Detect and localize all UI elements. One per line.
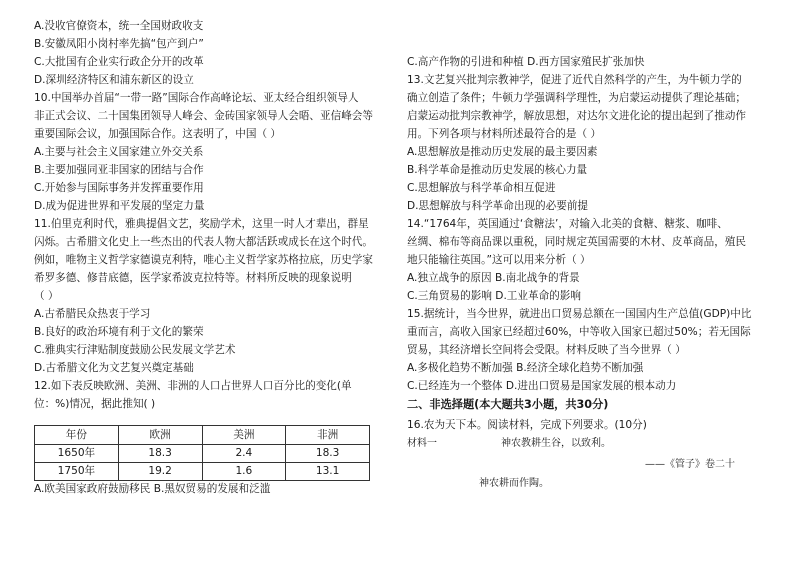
option-line: C.雅典实行津贴制度鼓励公民发展文学艺术 (34, 344, 236, 356)
table-header-cell: 年份 (35, 426, 119, 445)
option-line: D.思想解放与科学革命出现的必要前提 (407, 200, 589, 212)
answer-blank: （ ） (34, 290, 59, 302)
table-cell: 13.1 (286, 463, 370, 481)
option-line: C.已经连为一个整体 D.进出口贸易是国家发展的根本动力 (407, 380, 677, 392)
table-cell: 1650年 (35, 445, 119, 463)
material-label: 材料一 (407, 438, 437, 449)
table-cell: 18.3 (286, 445, 370, 463)
option-line: C.大批国有企业实行政企分开的改革 (34, 56, 204, 68)
question-10-stem: 重要国际会议，加强国际合作。这表明了，中国（ ） (34, 128, 282, 140)
question-13-stem: 确立创造了条件；牛顿力学强调科学理性，为启蒙运动提供了理论基础； (407, 92, 746, 104)
option-line: C.高产作物的引进和种植 D.西方国家殖民扩张加快 (407, 56, 645, 68)
question-11-stem: 希罗多德、修昔底德，医学家希波克拉特等。材料所反映的现象说明 (34, 272, 352, 284)
question-10-stem: 10.中国举办首届“一带一路”国际合作高峰论坛、亚太经合组织领导人 (34, 92, 359, 104)
table-cell: 19.2 (118, 463, 202, 481)
option-line: B.安徽凤阳小岗村率先搞“包产到户” (34, 38, 204, 50)
question-12-stem: 12.如下表反映欧洲、美洲、非洲的人口占世界人口百分比的变化(单 (34, 380, 352, 392)
question-14-stem: 丝绸、棉布等商品课以重税，同时规定英国需要的木材、皮革商品，殖民 (407, 236, 746, 248)
table-cell: 18.3 (118, 445, 202, 463)
option-line: C.思想解放与科学革命相互促进 (407, 182, 556, 194)
table-header-cell: 欧洲 (118, 426, 202, 445)
option-line: B.良好的政治环境有利于文化的繁荣 (34, 326, 204, 338)
option-line: C.开始参与国际事务并发挥重要作用 (34, 182, 204, 194)
option-line: D.古希腊文化为文艺复兴奠定基础 (34, 362, 194, 374)
table-header-cell: 非洲 (286, 426, 370, 445)
question-15-stem: 15.据统计，当今世界，就进出口贸易总额在一国国内生产总值(GDP)中比 (407, 308, 752, 320)
table-cell: 2.4 (202, 445, 286, 463)
question-10-stem: 非正式会议、二十国集团领导人峰会、金砖国家领导人会晤、亚信峰会等 (34, 110, 373, 122)
question-13-stem: 13.文艺复兴批判宗教神学，促进了近代自然科学的产生，为牛顿力学的 (407, 74, 742, 86)
option-line: A.主要与社会主义国家建立外交关系 (34, 146, 204, 158)
population-table (34, 425, 370, 481)
section-title: 二、非选择题(本大题共3小题，共30分) (407, 398, 609, 411)
question-13-stem: 用。下列各项与材料所述最符合的是（ ） (407, 128, 602, 140)
table-row (35, 445, 370, 463)
question-12-stem: 位：%)情况，据此推知( ) (34, 398, 156, 410)
option-line: A.欧美国家政府鼓励移民 B.黑奴贸易的发展和泛滥 (34, 483, 271, 495)
option-line: B.科学革命是推动历史发展的核心力量 (407, 164, 588, 176)
material-text: 神农教耕生谷，以致利。 (501, 438, 611, 449)
question-16-stem: 16.农为天下本。阅读材料，完成下列要求。(10分) (407, 419, 647, 431)
table-header-cell: 美洲 (202, 426, 286, 445)
question-15-stem: 重而言，高收入国家已经超过60%，中等收入国家已超过50%；若无国际 (407, 326, 751, 338)
question-11-stem: 闪烁。古希腊文化史上一些杰出的代表人物大都活跃或成长在这个时代。 (34, 236, 373, 248)
material-source: ——《管子》卷二十 (645, 459, 735, 470)
table-cell: 1750年 (35, 463, 119, 481)
option-line: A.独立战争的原因 B.南北战争的背景 (407, 272, 580, 284)
question-11-stem: 11.伯里克利时代，雅典提倡文艺，奖励学术，这里一时人才辈出，群星 (34, 218, 369, 230)
option-line: A.多极化趋势不断加强 B.经济全球化趋势不断加强 (407, 362, 644, 374)
material-text: 神农耕而作陶。 (479, 478, 549, 489)
option-line: A.古希腊民众热衷于学习 (34, 308, 151, 320)
option-line: C.三角贸易的影响 D.工业革命的影响 (407, 290, 581, 302)
question-13-stem: 启蒙运动批判宗教神学，解放思想，对达尔文进化论的提出起到了推动作 (407, 110, 746, 122)
question-11-stem: 例如，唯物主义哲学家德谟克利特，唯心主义哲学家苏格拉底，历史学家 (34, 254, 373, 266)
question-14-stem: 14.“1764年，英国通过‘食糖法’，对输入北美的食糖、糖浆、咖啡、 (407, 218, 728, 230)
option-line: A.没收官僚资本，统一全国财政收支 (34, 20, 204, 32)
table-row (35, 463, 370, 481)
table-header-row (35, 426, 370, 445)
question-14-stem: 地只能输往英国。”这可以用来分析（ ） (407, 254, 591, 266)
option-line: D.成为促进世界和平发展的坚定力量 (34, 200, 205, 212)
option-line: D.深圳经济特区和浦东新区的设立 (34, 74, 194, 86)
table-cell: 1.6 (202, 463, 286, 481)
option-line: A.思想解放是推动历史发展的最主要因素 (407, 146, 598, 158)
question-15-stem: 贸易，其经济增长空间将会受限。材料反映了当今世界（ ） (407, 344, 686, 356)
option-line: B.主要加强同亚非国家的团结与合作 (34, 164, 204, 176)
